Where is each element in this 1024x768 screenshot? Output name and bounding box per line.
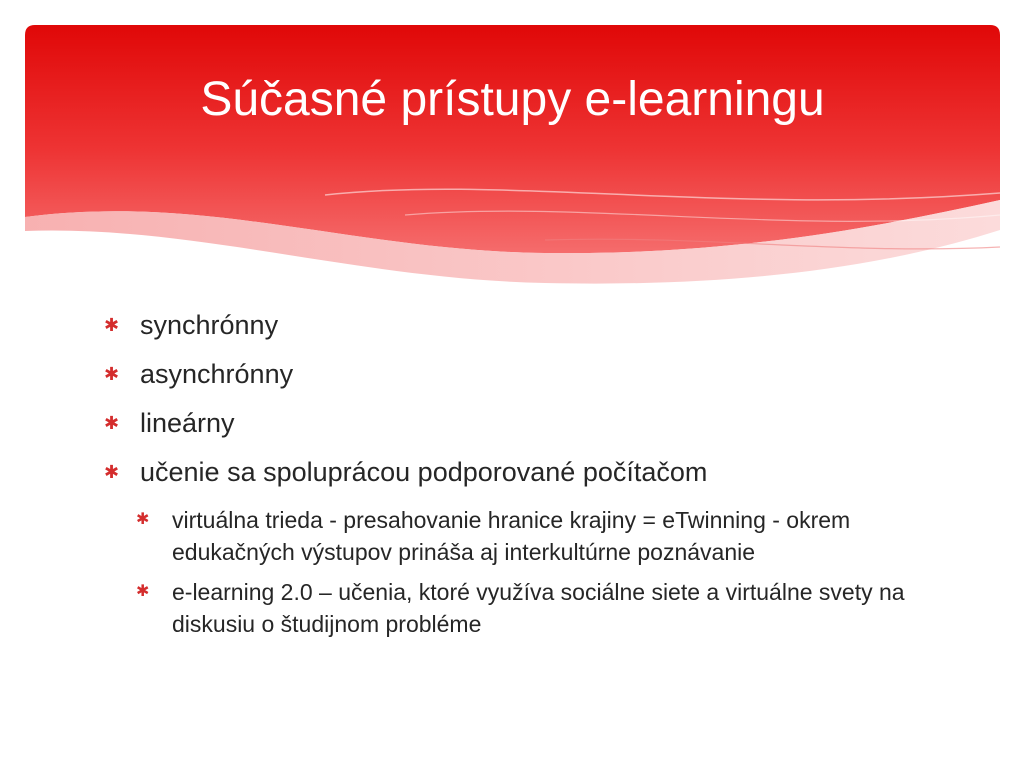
asterisk-icon: ✱ (136, 511, 150, 528)
bullet-item (104, 406, 964, 440)
asterisk-icon: ✱ (104, 315, 120, 335)
sub-bullet-text: virtuálna trieda - presahovanie hranice krajiny = eTwinning - okrem edukačných výstupov prináša aj interkultúrne poznávanie (172, 507, 851, 565)
asterisk-icon: ✱ (104, 413, 120, 433)
asterisk-icon: ✱ (104, 462, 120, 482)
asterisk-icon: ✱ (104, 364, 120, 384)
bullet-item (104, 357, 964, 391)
slide-title: Súčasné prístupy e-learningu (200, 73, 825, 126)
bullet-list (104, 308, 964, 640)
sub-bullet-item (136, 504, 964, 568)
bullet-text: asynchrónny (140, 359, 294, 389)
bullet-text: učenie sa spoluprácou podporované počítačom (140, 457, 708, 487)
sub-bullet-text: e-learning 2.0 – učenia, ktoré využíva sociálne siete a virtuálne svety na diskusiu o študijnom probléme (172, 579, 905, 637)
bullet-item (104, 308, 964, 342)
wave-decoration (25, 25, 1000, 290)
header-banner (25, 25, 1000, 290)
bullet-text: lineárny (140, 408, 235, 438)
bullet-item (104, 455, 964, 489)
asterisk-icon: ✱ (136, 583, 150, 600)
sub-bullet-item (136, 576, 964, 640)
slide-content (104, 308, 964, 648)
bullet-text: synchrónny (140, 310, 279, 340)
